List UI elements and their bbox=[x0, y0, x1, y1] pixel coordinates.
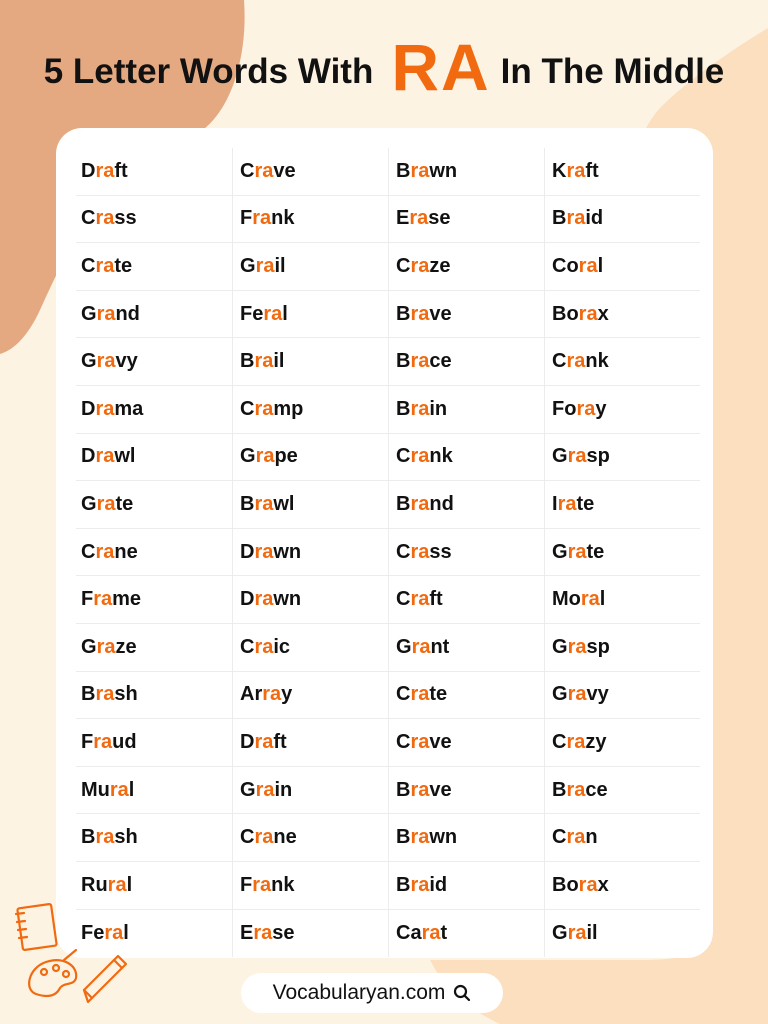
word-cell: F ra nk bbox=[232, 862, 388, 910]
word-cell: B ra ve bbox=[388, 767, 544, 815]
ra-highlight: ra bbox=[410, 397, 430, 420]
ra-highlight: ra bbox=[96, 302, 116, 325]
word-cell: G ra te bbox=[544, 529, 700, 577]
ra-highlight: ra bbox=[95, 397, 115, 420]
ra-highlight: ra bbox=[410, 730, 430, 753]
ra-highlight: ra bbox=[104, 921, 124, 944]
word-cell: E ra se bbox=[388, 196, 544, 244]
word-cell: D ra ma bbox=[76, 386, 232, 434]
ra-highlight: ra bbox=[95, 207, 115, 230]
ra-highlight: ra bbox=[96, 635, 116, 658]
word-cell: G ra il bbox=[544, 910, 700, 958]
ra-highlight: ra bbox=[95, 159, 115, 182]
ra-highlight: ra bbox=[411, 635, 431, 658]
word-cell: D ra ft bbox=[232, 719, 388, 767]
ra-highlight: ra bbox=[255, 254, 275, 277]
site-name[interactable]: Vocabularyan.com bbox=[272, 981, 446, 1004]
word-cell: D ra wl bbox=[76, 434, 232, 482]
word-cell: E ra se bbox=[232, 910, 388, 958]
word-cell: G ra in bbox=[232, 767, 388, 815]
ra-highlight: ra bbox=[567, 921, 587, 944]
ra-highlight: ra bbox=[254, 159, 274, 182]
word-cell: D ra wn bbox=[232, 529, 388, 577]
word-cell: Fe ra l bbox=[81, 921, 129, 944]
word-cell: Co ra l bbox=[544, 243, 700, 291]
word-cell: G ra vy bbox=[76, 338, 232, 386]
word-cell: G ra il bbox=[232, 243, 388, 291]
ra-highlight: ra bbox=[410, 683, 430, 706]
ra-highlight: ra bbox=[578, 302, 598, 325]
word-cell: B ra wn bbox=[388, 148, 544, 196]
ra-highlight: ra bbox=[421, 921, 441, 944]
word-card bbox=[56, 128, 713, 958]
word-cell: B ra in bbox=[388, 386, 544, 434]
page-title bbox=[0, 24, 768, 120]
word-cell: Bo ra x bbox=[544, 291, 700, 339]
ra-highlight: ra bbox=[254, 350, 274, 373]
word-cell: G ra nd bbox=[76, 291, 232, 339]
title-after: In The Middle bbox=[500, 52, 725, 91]
ra-highlight: ra bbox=[96, 492, 116, 515]
notebook-icon bbox=[16, 904, 57, 950]
ra-highlight: ra bbox=[263, 302, 283, 325]
ra-highlight: ra bbox=[107, 873, 127, 896]
word-cell: C ra ss bbox=[76, 196, 232, 244]
ra-highlight: ra bbox=[566, 350, 586, 373]
ra-highlight: ra bbox=[410, 302, 430, 325]
ra-highlight: ra bbox=[95, 683, 115, 706]
word-cell: D ra ft bbox=[76, 148, 232, 196]
title-highlight: RA bbox=[391, 30, 491, 104]
ra-highlight: ra bbox=[96, 350, 116, 373]
word-cell: B ra sh bbox=[76, 814, 232, 862]
word-cell: G ra ze bbox=[76, 624, 232, 672]
ra-highlight: ra bbox=[567, 635, 587, 658]
word-cell: B ra ve bbox=[388, 291, 544, 339]
word-cell: C ra ft bbox=[388, 576, 544, 624]
ra-highlight: ra bbox=[410, 540, 430, 563]
ra-highlight: ra bbox=[567, 445, 587, 468]
word-cell: C ra te bbox=[388, 672, 544, 720]
ra-highlight: ra bbox=[576, 397, 596, 420]
ra-highlight: ra bbox=[252, 207, 272, 230]
word-grid bbox=[76, 148, 700, 957]
word-cell: B ra ce bbox=[544, 767, 700, 815]
word-cell: B ra id bbox=[388, 862, 544, 910]
ra-highlight: ra bbox=[109, 778, 129, 801]
word-cell: Fo ra y bbox=[544, 386, 700, 434]
ra-highlight: ra bbox=[254, 492, 274, 515]
ra-highlight: ra bbox=[95, 445, 115, 468]
site-badge[interactable] bbox=[241, 973, 503, 1013]
ra-highlight: ra bbox=[410, 159, 430, 182]
word-cell: B ra wn bbox=[388, 814, 544, 862]
ra-highlight: ra bbox=[410, 350, 430, 373]
word-cell: C ra zy bbox=[544, 719, 700, 767]
ra-highlight: ra bbox=[410, 445, 430, 468]
word-cell: B ra nd bbox=[388, 481, 544, 529]
word-cell: F ra nk bbox=[232, 196, 388, 244]
ra-highlight: ra bbox=[254, 540, 274, 563]
word-cell: G ra sp bbox=[544, 624, 700, 672]
search-icon bbox=[453, 984, 471, 1002]
word-cell: Fe ra l bbox=[232, 291, 388, 339]
ra-highlight: ra bbox=[566, 778, 586, 801]
ra-highlight: ra bbox=[93, 730, 113, 753]
word-cell: C ra mp bbox=[232, 386, 388, 434]
stationery-decoration bbox=[6, 898, 136, 1008]
ra-highlight: ra bbox=[567, 540, 587, 563]
ra-highlight: ra bbox=[262, 683, 282, 706]
ra-highlight: ra bbox=[410, 826, 430, 849]
word-cell: C ra ic bbox=[232, 624, 388, 672]
word-cell: C ra n bbox=[544, 814, 700, 862]
ra-highlight: ra bbox=[95, 540, 115, 563]
ra-highlight: ra bbox=[254, 826, 274, 849]
word-cell: B ra id bbox=[544, 196, 700, 244]
ra-highlight: ra bbox=[566, 159, 586, 182]
word-cell: Ca ra t bbox=[388, 910, 544, 958]
word-cell: C ra nk bbox=[388, 434, 544, 482]
word-cell: K ra ft bbox=[544, 148, 700, 196]
title-before: 5 Letter Words With bbox=[43, 52, 374, 91]
ra-highlight: ra bbox=[93, 588, 113, 611]
ra-highlight: ra bbox=[410, 873, 430, 896]
ra-highlight: ra bbox=[566, 207, 586, 230]
palette-icon bbox=[29, 950, 76, 996]
word-cell: G ra pe bbox=[232, 434, 388, 482]
ra-highlight: ra bbox=[578, 254, 598, 277]
ra-highlight: ra bbox=[254, 730, 274, 753]
word-cell: C ra ne bbox=[76, 529, 232, 577]
word-cell: C ra ve bbox=[388, 719, 544, 767]
word-cell: B ra ce bbox=[388, 338, 544, 386]
word-cell: D ra wn bbox=[232, 576, 388, 624]
pencil-icon bbox=[84, 956, 126, 1002]
word-cell: C ra ss bbox=[388, 529, 544, 577]
word-cell: Ar ra y bbox=[232, 672, 388, 720]
ra-highlight: ra bbox=[409, 207, 429, 230]
word-cell: I ra te bbox=[544, 481, 700, 529]
word-cell: C ra ne bbox=[232, 814, 388, 862]
ra-highlight: ra bbox=[410, 778, 430, 801]
word-cell: G ra sp bbox=[544, 434, 700, 482]
ra-highlight: ra bbox=[410, 254, 430, 277]
ra-highlight: ra bbox=[254, 397, 274, 420]
word-cell: B ra sh bbox=[76, 672, 232, 720]
word-cell: C ra nk bbox=[544, 338, 700, 386]
ra-highlight: ra bbox=[252, 873, 272, 896]
ra-highlight: ra bbox=[557, 492, 577, 515]
ra-highlight: ra bbox=[410, 492, 430, 515]
word-cell: G ra nt bbox=[388, 624, 544, 672]
ra-highlight: ra bbox=[255, 445, 275, 468]
word-cell: Mo ra l bbox=[544, 576, 700, 624]
word-cell: B ra wl bbox=[232, 481, 388, 529]
ra-highlight: ra bbox=[580, 588, 600, 611]
ra-highlight: ra bbox=[578, 873, 598, 896]
ra-highlight: ra bbox=[255, 778, 275, 801]
word-cell: C ra ve bbox=[232, 148, 388, 196]
word-cell: C ra ze bbox=[388, 243, 544, 291]
word-cell: C ra te bbox=[76, 243, 232, 291]
word-cell: B ra il bbox=[232, 338, 388, 386]
ra-highlight: ra bbox=[567, 683, 587, 706]
ra-highlight: ra bbox=[566, 826, 586, 849]
ra-highlight: ra bbox=[410, 588, 430, 611]
word-cell: Bo ra x bbox=[544, 862, 700, 910]
ra-highlight: ra bbox=[95, 826, 115, 849]
word-cell: G ra vy bbox=[544, 672, 700, 720]
word-cell: Ru ra l bbox=[76, 862, 232, 910]
ra-highlight: ra bbox=[95, 254, 115, 277]
ra-highlight: ra bbox=[254, 635, 274, 658]
word-cell: F ra me bbox=[76, 576, 232, 624]
ra-highlight: ra bbox=[566, 730, 586, 753]
word-cell: G ra te bbox=[76, 481, 232, 529]
ra-highlight: ra bbox=[254, 588, 274, 611]
word-cell: Mu ra l bbox=[76, 767, 232, 815]
word-cell: F ra ud bbox=[76, 719, 232, 767]
ra-highlight: ra bbox=[253, 921, 273, 944]
